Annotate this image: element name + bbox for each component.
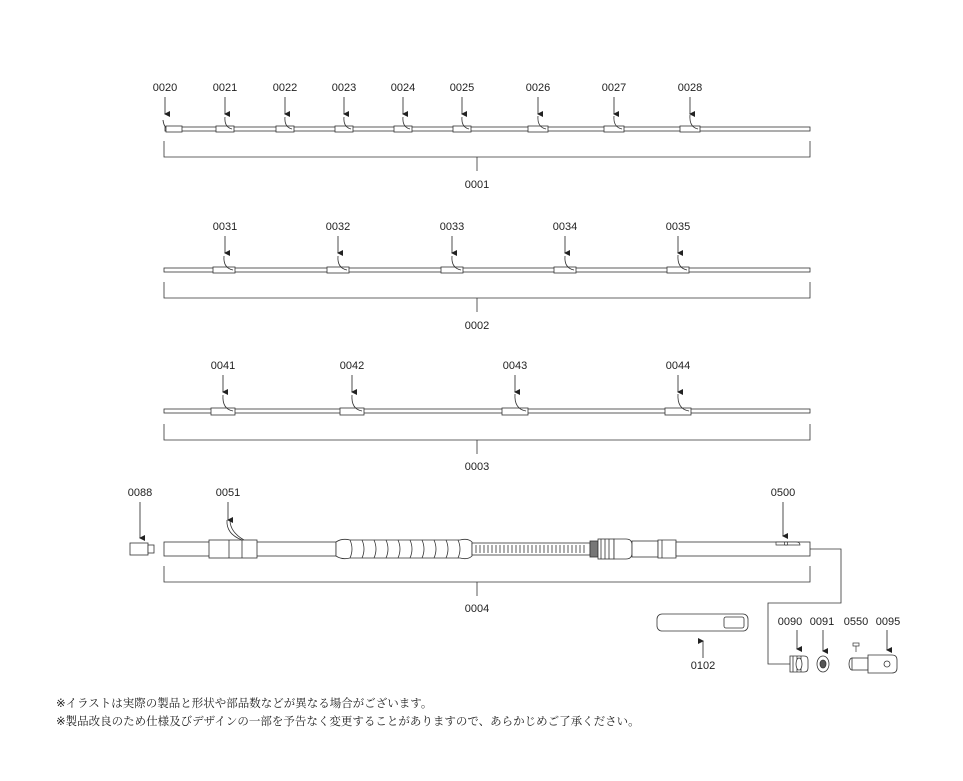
guide-0044 — [665, 394, 691, 415]
rod-section-1 — [153, 82, 810, 191]
part-label: 0021 — [212, 82, 238, 94]
part-label: 0088 — [127, 487, 153, 499]
part-label: 0020 — [152, 82, 178, 94]
part-label: 0034 — [552, 221, 578, 233]
assembly-bracket-3 — [164, 424, 810, 454]
assembly-label: 0003 — [464, 461, 490, 473]
part-label: 0042 — [339, 360, 365, 372]
guide-0051-foot — [209, 540, 257, 558]
rod-section-3 — [164, 360, 810, 473]
guide-0028 — [680, 115, 700, 132]
fitting-0095 — [849, 655, 897, 673]
guide-0033 — [441, 256, 463, 273]
assembly-bracket-1 — [164, 141, 810, 171]
guide-0041 — [211, 395, 235, 415]
assembly-label: 0004 — [464, 603, 490, 615]
part-label: 0095 — [875, 616, 901, 628]
guide-0027 — [604, 116, 624, 132]
detail-callout — [768, 549, 841, 664]
part-label: 0032 — [325, 221, 351, 233]
guide-0043 — [502, 394, 528, 415]
assembly-label: 0001 — [464, 179, 490, 191]
part-label: 0026 — [525, 82, 551, 94]
guide-0035 — [667, 255, 689, 273]
rod-blank-3 — [164, 409, 810, 413]
part-label: 0024 — [390, 82, 416, 94]
assembly-bracket-4 — [164, 566, 810, 596]
part-label: 0031 — [212, 221, 238, 233]
hook-keeper-0500 — [776, 542, 800, 545]
part-label: 0550 — [843, 616, 869, 628]
guide-0042 — [340, 395, 364, 415]
screw-0550 — [853, 643, 859, 652]
disclaimer-note-2: ※製品改良のため仕様及びデザインの一部を予告なく変更することがありますので、あらかじめご了承ください。 — [56, 714, 640, 728]
part-label: 0102 — [690, 660, 716, 672]
guide-0021 — [216, 117, 234, 132]
part-label: 0023 — [331, 82, 357, 94]
part-label: 0500 — [770, 487, 796, 499]
grip-part-0102 — [657, 614, 748, 631]
part-label: 0044 — [665, 360, 691, 372]
guide-0024 — [394, 117, 412, 132]
part-label: 0043 — [502, 360, 528, 372]
guide-0025 — [453, 117, 471, 132]
guide-0031 — [213, 256, 235, 273]
guide-0023 — [335, 117, 353, 132]
rod-blank-2 — [164, 268, 810, 272]
ferrule-cap-0088 — [130, 543, 154, 555]
assembly-label: 0002 — [464, 320, 490, 332]
part-label: 0025 — [449, 82, 475, 94]
washer-0091 — [817, 656, 829, 672]
part-label: 0027 — [601, 82, 627, 94]
fore-grip — [336, 539, 472, 558]
rod-section-2 — [164, 221, 810, 332]
guide-0032 — [327, 256, 349, 273]
guide-0034 — [554, 256, 576, 273]
disclaimer-note-1: ※イラストは実際の製品と形状や部品数などが異なる場合がございます。 — [56, 696, 433, 710]
part-label: 0090 — [777, 616, 803, 628]
part-label: 0091 — [809, 616, 835, 628]
part-label: 0033 — [439, 221, 465, 233]
part-label: 0051 — [215, 487, 241, 499]
reel-seat — [472, 539, 676, 559]
guide-0026 — [528, 116, 548, 132]
butt-cap-0090 — [790, 656, 808, 672]
part-label: 0041 — [210, 360, 236, 372]
rod-blank-1 — [165, 127, 810, 131]
part-label: 0028 — [677, 82, 703, 94]
rod-section-4 — [128, 487, 810, 615]
guide-0022 — [276, 117, 294, 132]
part-label: 0035 — [665, 221, 691, 233]
part-label: 0022 — [272, 82, 298, 94]
assembly-bracket-2 — [164, 282, 810, 312]
